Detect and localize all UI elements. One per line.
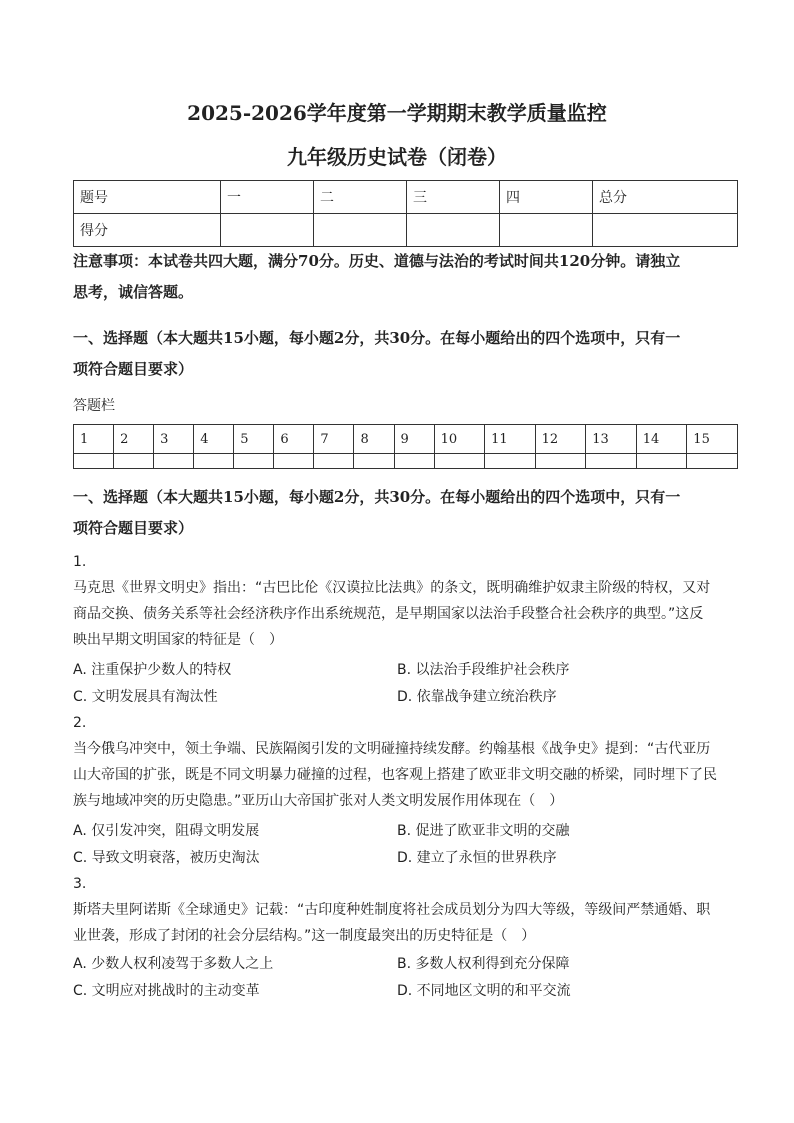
- answer-input-cell[interactable]: [354, 454, 394, 469]
- option-b: B. 促进了欧亚非文明的交融: [397, 823, 570, 839]
- question-text: 山大帝国的扩张，既是不同文明暴力碰撞的过程，也客观上搭建了欧亚非文明交融的桥梁，同时埋下了民: [73, 767, 717, 783]
- option-b: B. 多数人权利得到充分保障: [397, 956, 570, 972]
- notice-line: 注意事项：本试卷共四大题，满分70分。历史、道德与法治的考试时间共120分钟。请独立: [73, 252, 681, 270]
- option-d: D. 依靠战争建立统治秩序: [397, 689, 557, 705]
- answer-number-cell: 10: [434, 425, 485, 454]
- answer-number-cell: 15: [687, 425, 738, 454]
- option-a: A. 仅引发冲突，阻碍文明发展: [73, 823, 260, 839]
- table-row: [74, 425, 738, 454]
- option-a: A. 注重保护少数人的特权: [73, 662, 232, 678]
- answer-input-cell[interactable]: [274, 454, 314, 469]
- section-heading: 一、选择题（本大题共15小题，每小题2分，共30分。在每小题给出的四个选项中，只有一: [73, 329, 681, 347]
- option-a: A. 少数人权利凌驾于多数人之上: [73, 956, 274, 972]
- answer-input-cell[interactable]: [535, 454, 586, 469]
- exam-subtitle: 九年级历史试卷（闭卷）: [287, 145, 507, 169]
- option-d: D. 不同地区文明的和平交流: [397, 983, 571, 999]
- question-text: 商品交换、债务关系等社会经济秩序作出系统规范，是早期国家以法治手段整合社会秩序的典型。”这反: [73, 606, 704, 622]
- table-row: [74, 454, 738, 469]
- exam-title: 2025-2026学年度第一学期期末教学质量监控: [187, 101, 607, 125]
- answer-number-cell: 5: [234, 425, 274, 454]
- answer-number-cell: 1: [74, 425, 114, 454]
- answer-input-cell[interactable]: [485, 454, 536, 469]
- question-text: 当今俄乌冲突中，领土争端、民族隔阂引发的文明碰撞持续发酵。约翰基根《战争史》提到：“古代亚历: [73, 741, 711, 757]
- answer-table: [73, 424, 738, 469]
- answer-input-cell[interactable]: [586, 454, 637, 469]
- answer-number-cell: 2: [114, 425, 154, 454]
- question-number: 2.: [73, 715, 87, 731]
- answer-number-cell: 6: [274, 425, 314, 454]
- table-row: [74, 214, 738, 247]
- table-cell: 题号: [74, 181, 221, 214]
- table-row: [74, 181, 738, 214]
- answer-number-cell: 14: [636, 425, 687, 454]
- answer-input-cell[interactable]: [394, 454, 434, 469]
- answer-input-cell[interactable]: [314, 454, 354, 469]
- question-text: 马克思《世界文明史》指出：“古巴比伦《汉谟拉比法典》的条文，既明确维护奴隶主阶级的特权，又对: [73, 580, 711, 596]
- answer-input-cell[interactable]: [114, 454, 154, 469]
- table-cell: 四: [500, 181, 593, 214]
- table-cell: 得分: [74, 214, 221, 247]
- score-table: [73, 180, 738, 247]
- score-input-cell[interactable]: [221, 214, 314, 247]
- section-heading: 项符合题目要求）: [73, 519, 194, 537]
- option-b: B. 以法治手段维护社会秩序: [397, 662, 570, 678]
- option-c: C. 导致文明衰落，被历史淘汰: [73, 850, 260, 866]
- question-text: 映出早期文明国家的特征是（ ）: [73, 632, 283, 648]
- section-heading: 一、选择题（本大题共15小题，每小题2分，共30分。在每小题给出的四个选项中，只有一: [73, 488, 681, 506]
- answer-number-cell: 13: [586, 425, 637, 454]
- option-d: D. 建立了永恒的世界秩序: [397, 850, 557, 866]
- answer-input-cell[interactable]: [194, 454, 234, 469]
- table-cell: 二: [314, 181, 407, 214]
- table-cell: 三: [407, 181, 500, 214]
- question-text: 斯塔夫里阿诺斯《全球通史》记载：“古印度种姓制度将社会成员划分为四大等级，等级间严禁通婚、职: [73, 902, 711, 918]
- answer-input-cell[interactable]: [687, 454, 738, 469]
- answer-input-cell[interactable]: [636, 454, 687, 469]
- answer-label: 答题栏: [73, 398, 115, 414]
- option-c: C. 文明应对挑战时的主动变革: [73, 983, 260, 999]
- question-text: 业世袭，形成了封闭的社会分层结构。”这一制度最突出的历史特征是（ ）: [73, 928, 536, 944]
- option-c: C. 文明发展具有淘汰性: [73, 689, 218, 705]
- section-heading: 项符合题目要求）: [73, 360, 194, 378]
- answer-input-cell[interactable]: [434, 454, 485, 469]
- notice-line: 思考，诚信答题。: [73, 283, 194, 301]
- answer-input-cell[interactable]: [154, 454, 194, 469]
- answer-number-cell: 4: [194, 425, 234, 454]
- score-input-cell[interactable]: [407, 214, 500, 247]
- answer-number-cell: 11: [485, 425, 536, 454]
- answer-number-cell: 9: [394, 425, 434, 454]
- question-number: 3.: [73, 876, 87, 892]
- answer-number-cell: 3: [154, 425, 194, 454]
- table-cell: 总分: [593, 181, 738, 214]
- question-number: 1.: [73, 554, 87, 570]
- answer-number-cell: 12: [535, 425, 586, 454]
- answer-number-cell: 8: [354, 425, 394, 454]
- answer-number-cell: 7: [314, 425, 354, 454]
- answer-input-cell[interactable]: [74, 454, 114, 469]
- table-cell: 一: [221, 181, 314, 214]
- question-text: 族与地域冲突的历史隐患。”亚历山大帝国扩张对人类文明发展作用体现在（ ）: [73, 793, 564, 809]
- score-input-cell[interactable]: [314, 214, 407, 247]
- score-input-cell[interactable]: [500, 214, 593, 247]
- score-input-cell[interactable]: [593, 214, 738, 247]
- answer-input-cell[interactable]: [234, 454, 274, 469]
